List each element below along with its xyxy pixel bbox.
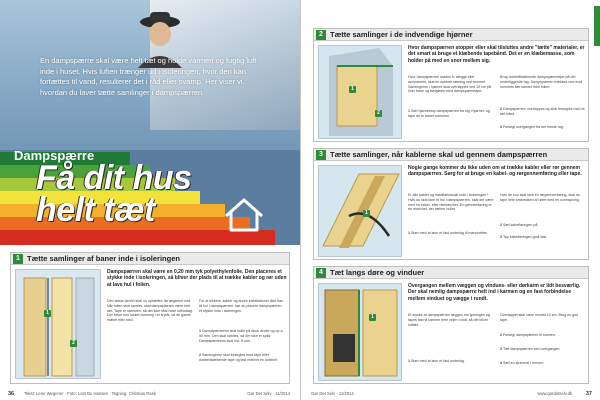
box-number: 1 (13, 254, 23, 264)
box-number: 3 (316, 150, 326, 160)
box-header (314, 29, 588, 41)
point-4-text: Sæt en strimmel i revnen. (503, 361, 544, 365)
box-header (314, 267, 588, 279)
box-column-2: Hvis de kun skal lave en rørgennemføring, skal du tape hele omkredsen af røret med en overlapning. (500, 193, 580, 202)
marker-1: 1 (349, 86, 356, 93)
box-column-1: Er alle kabler og installationsrør inde i isoleringen? Hvis du skal lave et hul i dampspærren, skal det være med en kabel- eller rørmanchet. En gennemføring er en manchet, der tætner hullet. (408, 193, 494, 212)
left-brand: Gør Det Selv · 11/2014 (247, 391, 290, 396)
box-header (11, 253, 289, 265)
box-doors-windows (313, 266, 589, 384)
box-column-2: For at sikkere, kabler og andre installationer ikke kan få hul i dampspærren, bør du placere dampspærren et stykke inde i isoleringen. (199, 299, 284, 313)
section-label: Dampspærre (14, 148, 95, 163)
box-title: Tætte samlinger, når kablerne skal ud gennem dampspærren (330, 150, 548, 159)
point-2: 2 Dampspærren overlappes og skal forsegles med et tæt bånd. (500, 107, 585, 116)
box-title: Tætte samlinger i de indvendige hjørner (330, 30, 473, 39)
edge-tab (594, 6, 600, 46)
box-column-2: Overlappet skal være mindst 10 cm. Brug en god tape. (500, 313, 579, 322)
page-number-right: 37 (585, 391, 592, 397)
point-3: 3 Tap kabelføringen godt fast. (500, 235, 548, 239)
point-3-text: Tæt dampspærren ved overgangen. (503, 347, 561, 351)
point-1-text: Start med at lave et fast underlag. (411, 359, 465, 363)
marker-2: 2 (375, 110, 382, 117)
point-2: 2 Samlingerne skal forsegles med tape eller dobbeltklæbende tape og fast mellem en dobbelt. (199, 353, 278, 362)
illustration-corner (318, 45, 402, 139)
window-diagram (319, 284, 402, 381)
point-3-text: Tap kabelføringen godt fast. (503, 235, 548, 239)
right-brand: Gør Det Selv · 11/2014 (311, 391, 354, 396)
illustration-cables (318, 165, 402, 257)
box-header (314, 149, 588, 161)
point-2: 2 Sæt kabelføringen på. (500, 223, 539, 227)
point-3-text: Forsegl overgangen fra det meste lag. (503, 125, 564, 129)
point-1-text: Dampspærreens skal måle på dens vinder og op a, 50 mm. Den skal samles, så der ikke er spild. Dampspærreens skal ind, 5 mm. (199, 329, 284, 343)
right-page (300, 0, 600, 400)
left-footer (0, 388, 300, 400)
box-lead: Hvor dampspærren stopper eller skal tilsluttes andre "tætte" materialer, er det smart at bruge et klæbende tapebånd. Det er en klæbemasse, som holder på med en snor mellem sig. (408, 45, 585, 64)
box-column-2: Brug dobbeltklæbende dampspærretape på det underliggende lag. Dampspærren trækkes ned mod rummets tæt samlet med folien. (500, 75, 583, 89)
point-1: 1 Start med at lave et fast underlag. (408, 359, 465, 363)
box-lead: Overgangen mellem væggen og vindues- eller dørkarm er lidt besværlig. Der skal nemlig dampspærre helt ind i karmen og en fast forbindelse mellem vinduet og vægge i rundt. (408, 283, 581, 302)
box-column-1: Den første fjerdel skal nu opsættes før lægterne ned. Når folien skal samles, skal dampspærren være helt tæt. Tape er sammen, så det ikke skal have luftindtag. Der bliver kun lukket isolering i et kryds, så de gamle møbel eller sted. (107, 299, 193, 323)
point-1: 1 Sæt hjørnestop dampspærren fra sig i hjørnet, og tape de to baner sammen. (408, 109, 490, 118)
corner-diagram (319, 46, 402, 139)
box-title: Tætte samlinger af baner inde i isoleringen (27, 254, 180, 263)
marker-1: 1 (369, 314, 376, 321)
point-1-text: Start med at lave et fast underlag til manchetten. (411, 231, 489, 235)
article-title (36, 159, 192, 229)
box-corners (313, 28, 589, 142)
box-column-1: Et stykke af dampspærren lægges om lysningen og tapes fast til karmen hele vejen rundt, så det bliver lufttæt. (408, 313, 490, 327)
marker-1: 1 (44, 310, 51, 317)
point-2-text: Forsegl dampspærren til karmen. (503, 333, 556, 337)
website-url: www.gordetselv.dk (537, 391, 572, 396)
cable-diagram (319, 166, 402, 257)
box-title: Tæt langs døre og vinduer (330, 268, 425, 277)
point-1-text: Sæt hjørnestop dampspærren fra sig i hjørnet, og tape de to baner sammen. (408, 109, 490, 118)
point-3: 3 Tæt dampspærren ved overgangen. (500, 347, 561, 351)
box-number: 4 (316, 268, 326, 278)
intro-paragraph: En dampspærre skal være helt tæt og holde varmen og fugtig luft inde i huset. Hvis luften trænger ud i isoleringen, hvor den kan fortættes til vand, resulterer det i råd eller svamp. Her viser vi, hvordan du laver tætte samlinger i dampspærren. (40, 56, 257, 97)
marker-2: 2 (70, 340, 77, 347)
box-layers (10, 252, 290, 384)
right-footer (301, 388, 600, 400)
marker-1: 1 (363, 210, 370, 217)
point-1: 1 Start med at lave et fast underlag til manchetten. (408, 231, 489, 235)
point-2-text: Dampspærren overlappes og skal forsegles med et tæt bånd. (500, 107, 585, 116)
box-lead: Dampspærren skal være en 0,20 mm tyk polyethylenfolie. Den placeres et stykke inde i isoleringen, så bliver der plads til at trække kabler og rør uden at lave hul i folien. (107, 269, 287, 288)
point-2: 2 Forsegl dampspærren til karmen. (500, 333, 556, 337)
point-2-text: Samlingerne skal forsegles med tape eller dobbeltklæbende tape og fast mellem en dobbelt. (199, 353, 278, 362)
box-number: 2 (316, 30, 326, 40)
illustration-window (318, 283, 402, 381)
box-lead: Nogle gange kommer du ikke uden om at trække kabler eller rør gennem dampspærren. Sørg for at bruge en kabel- og rørgennemføring eller tape. (408, 165, 582, 178)
point-2-text: Sæt kabelføringen på. (503, 223, 539, 227)
house-outline-icon (222, 196, 266, 234)
wall-diagram (16, 270, 101, 379)
title-line-2: helt tæt (36, 191, 155, 229)
credits: Tekst: Lene Wegener · Foto: Lars Bo Hansen · Tegning: Christian Rask (24, 391, 156, 396)
point-4: 4 Sæt en strimmel i revnen. (500, 361, 544, 365)
point-1: 1 Dampspærreens skal måle på dens vinder og op a, 50 mm. Den skal samles, så der ikke er spild. Dampspærreens skal ind, 5 mm. (199, 329, 284, 343)
page-number-left: 36 (8, 391, 15, 397)
illustration-layers (15, 269, 101, 379)
title-line-1: Få dit hus (36, 159, 192, 197)
point-3: 3 Forsegl overgangen fra det meste lag. (500, 125, 564, 129)
box-cables (313, 148, 589, 260)
box-column-1: Hvor dampspærren mødes fx vægge eller rumpanelet, skal en dobbelt tætning ved rummet. Samlingerne i hjørner skal overlappes ved 10 cm på hver bane og fastgøres med dampspærretape. (408, 75, 491, 94)
